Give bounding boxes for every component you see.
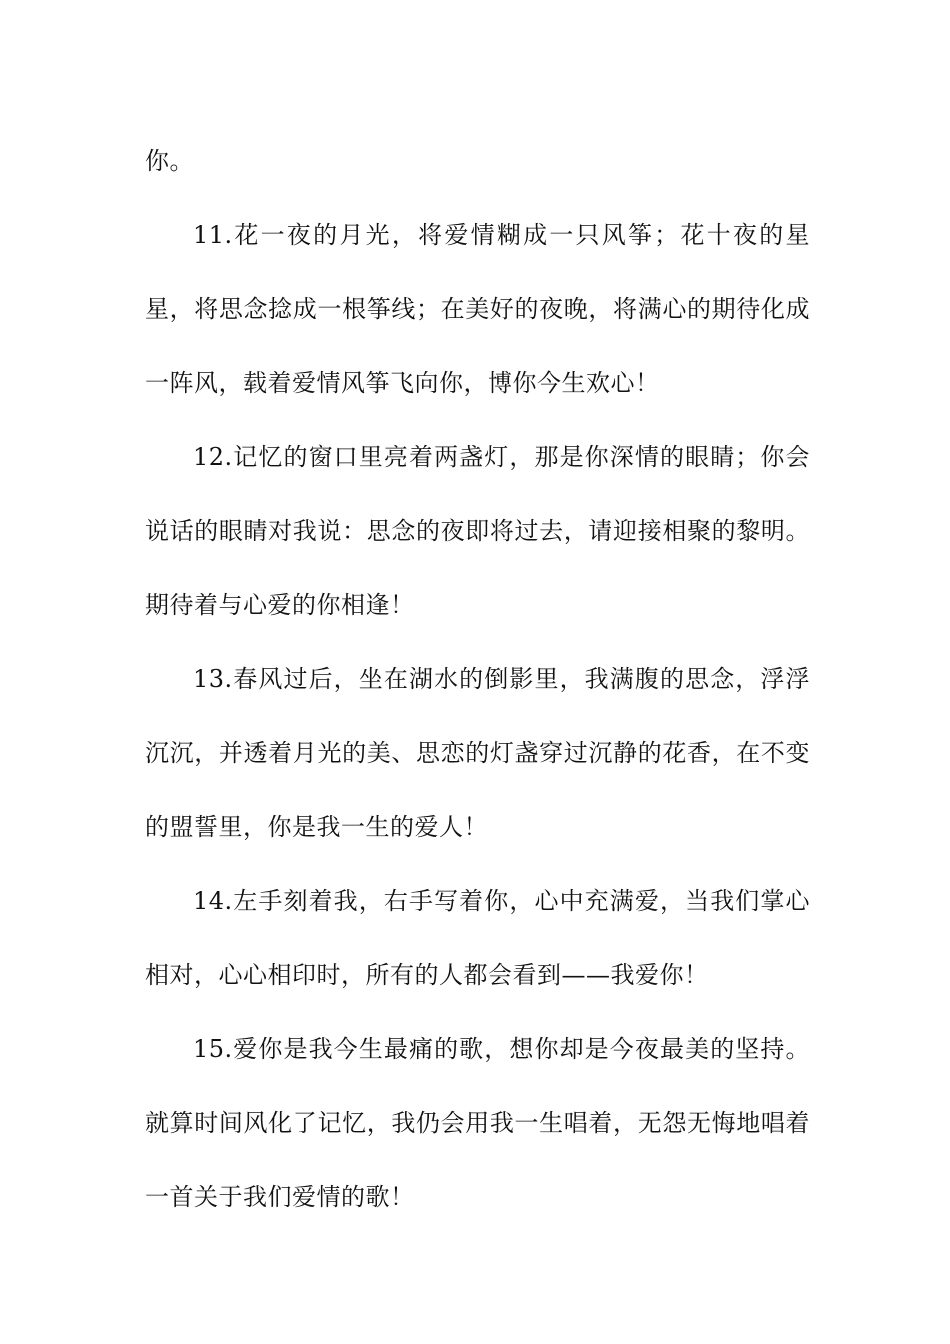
paragraph-11: 11.花一夜的月光，将爱情糊成一只风筝；花十夜的星星，将思念捻成一根筝线；在美好的夜晚，将满心的期待化成一阵风，载着爱情风筝飞向你，博你今生欢心！ [145, 221, 810, 397]
paragraph-13: 13.春风过后，坐在湖水的倒影里，我满腹的思念，浮浮沉沉，并透着月光的美、思恋的灯盏穿过沉静的花香，在不变的盟誓里，你是我一生的爱人！ [145, 665, 810, 841]
paragraph-12: 12.记忆的窗口里亮着两盏灯，那是你深情的眼睛；你会说话的眼睛对我说：思念的夜即将过去，请迎接相聚的黎明。期待着与心爱的你相逢！ [145, 443, 810, 619]
document-body [145, 124, 810, 1234]
paragraph-15: 15.爱你是我今生最痛的歌，想你却是今夜最美的坚持。就算时间风化了记忆，我仍会用我一生唱着，无怨无悔地唱着一首关于我们爱情的歌！ [145, 1035, 810, 1211]
paragraph-14: 14.左手刻着我，右手写着你，心中充满爱，当我们掌心相对，心心相印时，所有的人都会看到——我爱你！ [145, 887, 810, 989]
paragraph-continuation: 你。 [145, 147, 194, 175]
